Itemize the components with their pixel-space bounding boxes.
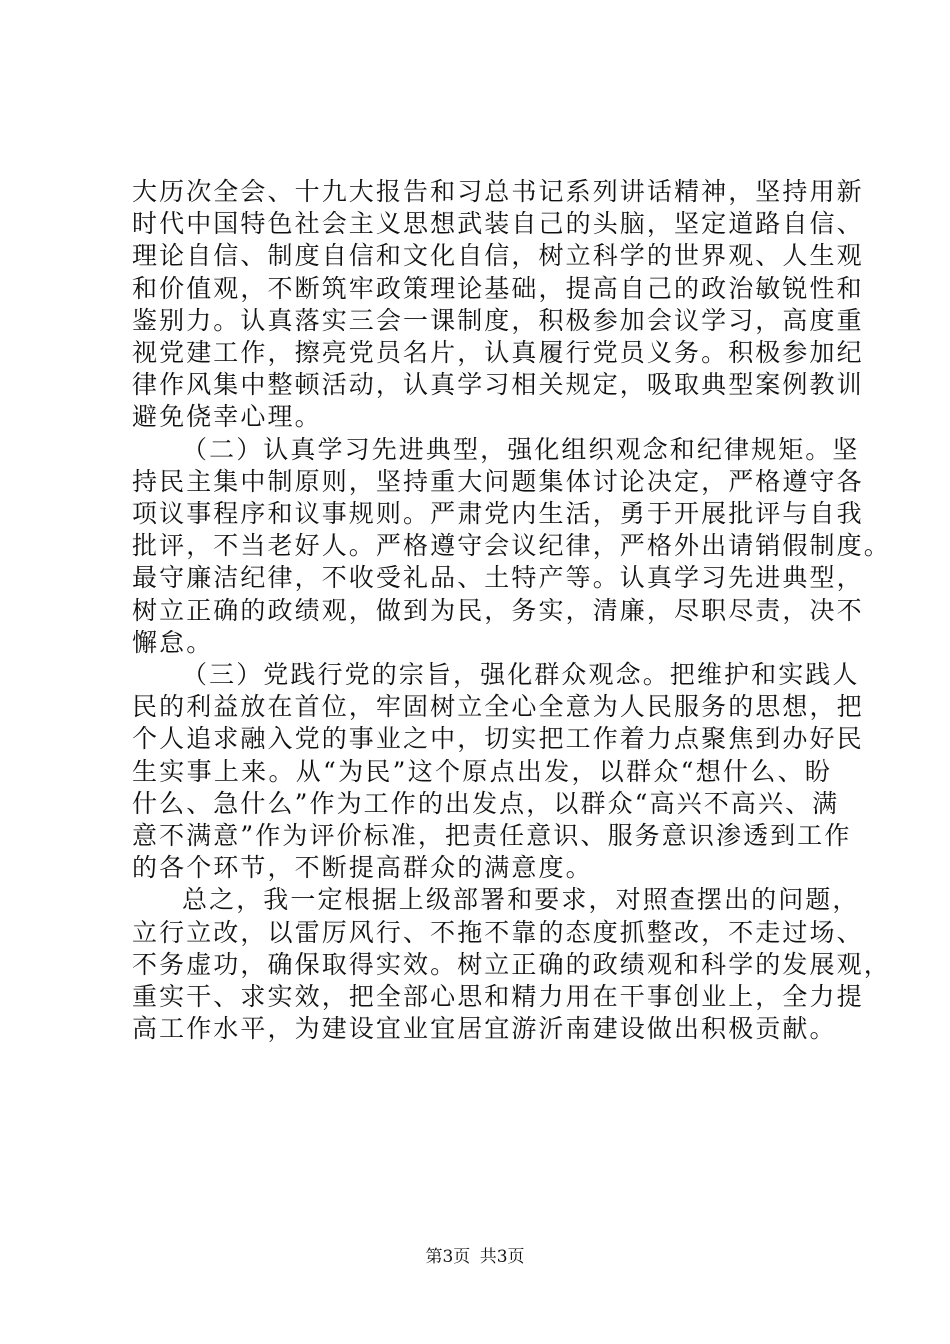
text-line: 树立正确的政绩观，做到为民，务实，清廉，尽职尽责，决不 — [132, 595, 864, 625]
text-line: 视党建工作，擦亮党员名片，认真履行党员义务。积极参加纪 — [132, 338, 864, 368]
text-line: 持民主集中制原则，坚持重大问题集体讨论决定，严格遵守各 — [132, 466, 864, 496]
text-line: 不务虚功，确保取得实效。树立正确的政绩观和科学的发展观， — [132, 949, 891, 979]
text-line: 个人追求融入党的事业之中，切实把工作着力点聚焦到办好民 — [132, 724, 864, 754]
text-line: 重实干、求实效，把全部心思和精力用在干事创业上，全力提 — [132, 982, 864, 1012]
text-line: 最守廉洁纪律，不收受礼品、土特产等。认真学习先进典型， — [132, 563, 864, 593]
text-line: 懈怠。 — [132, 627, 214, 657]
text-line: 什么、急什么”作为工作的出发点，以群众“高兴不高兴、满 — [132, 788, 840, 818]
text-line: 高工作水平，为建设宜业宜居宜游沂南建设做出积极贡献。 — [132, 1014, 837, 1044]
text-line: 批评，不当老好人。严格遵守会议纪律，严格外出请销假制度。 — [132, 531, 891, 561]
document-body — [132, 176, 891, 1045]
text-line: 大历次全会、十九大报告和习总书记系列讲话精神，坚持用新 — [132, 177, 864, 206]
text-line: 鉴别力。认真落实三会一课制度，积极参加会议学习，高度重 — [132, 305, 864, 335]
text-line: 的各个环节，不断提高群众的满意度。 — [132, 853, 593, 883]
text-line: 立行立改，以雷厉风行、不拖不靠的态度抓整改，不走过场、 — [132, 917, 864, 947]
text-line: 和价值观，不断筑牢政策理论基础，提高自己的政治敏锐性和 — [132, 273, 864, 303]
text-line: 项议事程序和议事规则。严肃党内生活，勇于开展批评与自我 — [132, 499, 864, 529]
text-line: 律作风集中整顿活动，认真学习相关规定，吸取典型案例教训 — [132, 370, 864, 400]
text-line: 生实事上来。从“为民”这个原点出发，以群众“想什么、盼 — [132, 756, 832, 786]
paragraph-first-line: 总之，我一定根据上级部署和要求，对照查摆出的问题， — [182, 885, 860, 915]
paragraph-heading-line: （二）认真学习先进典型，强化组织观念和纪律规矩。坚 — [182, 434, 860, 464]
text-line: 民的利益放在首位，牢固树立全心全意为人民服务的思想，把 — [132, 692, 864, 722]
text-line: 时代中国特色社会主义思想武装自己的头脑，坚定道路自信、 — [132, 209, 864, 239]
text-line: 意不满意”作为评价标准，把责任意识、服务意识渗透到工作 — [132, 821, 852, 851]
text-line: 理论自信、制度自信和文化自信，树立科学的世界观、人生观 — [132, 241, 864, 271]
text-line: 避免侥幸心理。 — [132, 402, 322, 432]
page-footer: 第3页 共3页 — [425, 1247, 525, 1267]
paragraph-heading-line: （三）党践行党的宗旨，强化群众观念。把维护和实践人 — [182, 660, 860, 690]
